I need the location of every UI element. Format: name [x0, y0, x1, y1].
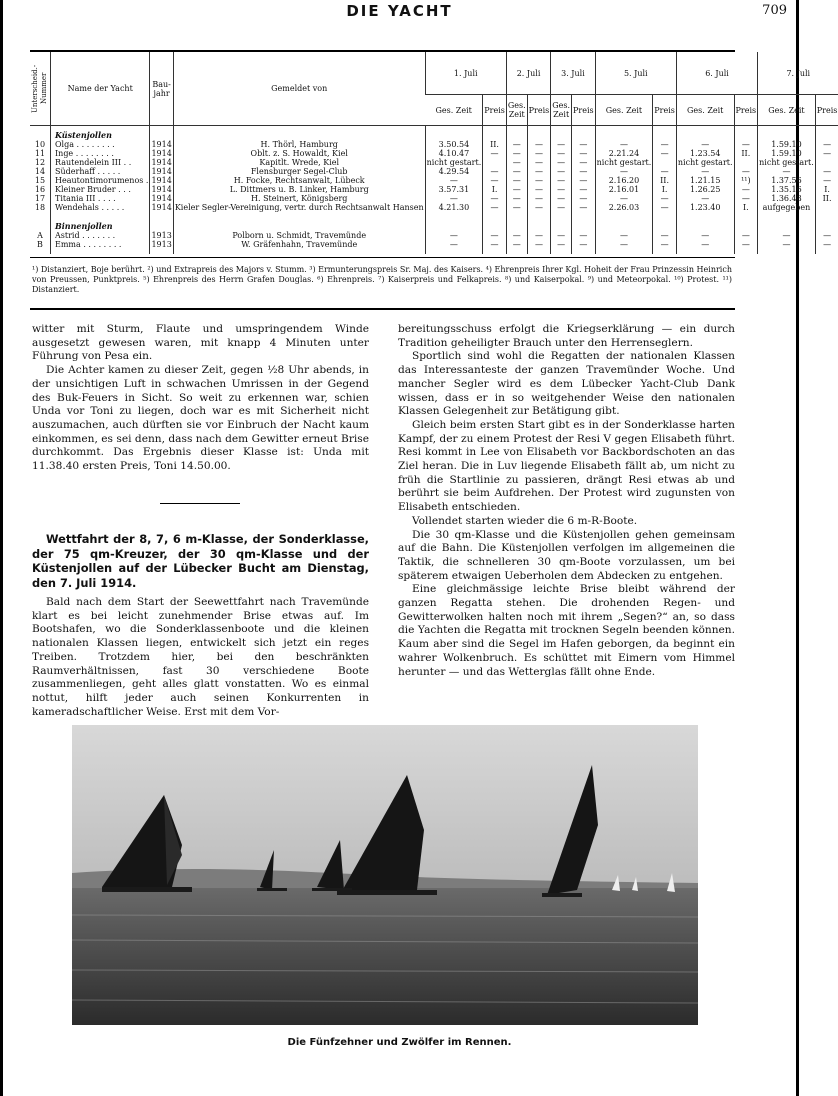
col-header-gemeldet: Gemeldet von — [173, 52, 425, 126]
cell-preis — [483, 158, 507, 167]
cell-preis: II. — [483, 140, 507, 149]
cell-zeit: 3.50.54 — [425, 140, 483, 149]
left-paragraph: Bald nach dem Start der Seewettfahrt nach Travemünde klart es bei leicht zunehmender Brise etwas auf. Im Bootshafen, wo die Sonderklassenboote und die kleinen nationalen Klassen liegen, entwickelt sich jetzt ein reges Treiben. Trotzdem hier, bei den beschränkten Raumverhältnissen, fast 30 verschiedene Boote zusammenliegen, geht alles glatt vonstatten. Wo es einmal nottut, hilft jeder auch seinen Konkurrenten in kameradschaftlicher Weise. Erst mit dem Vor- — [32, 596, 369, 718]
cell-zeit: nicht gestart. — [596, 158, 652, 167]
cell-preis: — — [527, 140, 551, 149]
cell-preis — [815, 158, 838, 167]
cell-zeit: — — [425, 176, 483, 185]
cell-preis: — — [527, 240, 551, 254]
cell-zeit: 1.21.15 — [676, 176, 734, 185]
cell-zeit: 2.21.24 — [595, 149, 653, 158]
right-column — [398, 323, 735, 679]
cell-zeit: 1.23.54 — [676, 149, 734, 158]
cell-zeit: — — [506, 231, 527, 240]
table-section-row — [30, 217, 838, 231]
cell-nummer: 14 — [34, 167, 46, 176]
left-column — [32, 323, 369, 474]
cell-preis: — — [572, 149, 596, 158]
cell-preis: — — [653, 240, 677, 254]
cell-preis: — — [815, 140, 838, 149]
col-header-preis: Preis — [734, 95, 758, 126]
cell-zeit: — — [506, 140, 527, 149]
cell-zeit: 3.57.31 — [425, 185, 483, 194]
cell-zeit: — — [595, 194, 653, 203]
section-divider — [160, 503, 240, 504]
cell-zeit: 4.29.54 — [425, 167, 483, 176]
cell-name: Titania III . . . . — [51, 194, 150, 203]
cell-zeit: 1.26.25 — [676, 185, 734, 194]
cell-zeit: — — [551, 231, 572, 240]
cell-gemeldet: L. Dittmers u. B. Linker, Hamburg — [173, 185, 425, 194]
cell-preis: — — [527, 231, 551, 240]
cell-preis: ¹¹) — [734, 176, 758, 185]
left-paragraph: Die Achter kamen zu dieser Zeit, gegen ½8 Uhr abends, in der unsichtigen Luft in schwachen Umrissen in der Gegend des Buk-Feuers in Sicht. So weit zu erkennen war, schien Unda vor Toni zu liegen, doch war es mit Sicherheit nicht auszumachen, auch dürften sie vor Einbruch der Nacht kaum einkommen, es sei denn, dass nach dem Gewitter erneut Brise durchkommt. Das Ergebnis dieser Klasse ist: Unda mit 11.38.40 ersten Preis, Toni 14.50.00. — [32, 364, 369, 473]
col-header-name: Name der Yacht — [51, 52, 150, 126]
table-section-row — [30, 126, 838, 141]
cell-zeit: — — [758, 240, 816, 254]
cell-zeit: — — [551, 140, 572, 149]
cell-preis: — — [572, 185, 596, 194]
table-row — [30, 185, 838, 194]
cell-name: Olga . . . . . . . . — [51, 140, 150, 149]
right-paragraph: Eine gleichmässige leichte Brise bleibt während der ganzen Regatta stehen. Die drohenden Regen- und Gewitterwolken halten noch mit ihrem „Segen?“ an, so dass die Yachten die Regatta mit trocknen Segeln beenden können. Kaum aber sind die Segel im Hafen geborgen, da beginnt ein wahrer Wolkenbruch. Es schüttet mit Eimern vom Himmel herunter — und das Wetterglas fällt ohne Ende. — [398, 583, 735, 678]
cell-preis: — — [483, 176, 507, 185]
section-label: Küstenjollen — [51, 126, 150, 141]
cell-zeit: — — [425, 240, 483, 254]
cell-gemeldet: H. Thörl, Hamburg — [173, 140, 425, 149]
cell-preis: — — [483, 167, 507, 176]
cell-zeit: — — [506, 176, 527, 185]
cell-zeit: — — [506, 194, 527, 203]
cell-preis: — — [815, 231, 838, 240]
col-header-nummer: Unterscheid.-Nummer — [30, 52, 51, 126]
cell-preis: — — [572, 167, 596, 176]
cell-baujahr: 1914 — [151, 158, 172, 167]
cell-preis: — — [653, 231, 677, 240]
cell-gemeldet: W. Gräfenhahn, Travemünde — [173, 240, 425, 254]
col-header-day: 2. Juli — [506, 52, 550, 95]
col-header-ges-zeit: Ges. Zeit — [425, 95, 483, 126]
cell-preis: — — [572, 140, 596, 149]
col-header-day: 6. Juli — [676, 52, 757, 95]
cell-zeit: — — [758, 167, 816, 176]
cell-preis: — — [572, 176, 596, 185]
cell-name: Rautendelein III . . — [51, 158, 150, 167]
table-bottom-rule — [30, 257, 735, 258]
cell-preis: — — [572, 203, 596, 217]
col-header-baujahr: Bau-jahr — [150, 52, 173, 126]
cell-zeit: — — [595, 167, 653, 176]
cell-zeit: — — [551, 167, 572, 176]
cell-preis: — — [815, 167, 838, 176]
col-header-preis: Preis — [483, 95, 507, 126]
cell-nummer: 10 — [34, 140, 46, 149]
cell-preis: — — [653, 194, 677, 203]
cell-gemeldet: Kieler Segler-Vereinigung, vertr. durch Rechtsanwalt Hansen — [173, 203, 425, 217]
cell-nummer: 16 — [34, 185, 46, 194]
cell-nummer: A — [37, 231, 43, 240]
cell-nummer: 17 — [34, 194, 46, 203]
cell-zeit: — — [551, 203, 572, 217]
cell-zeit: — — [551, 185, 572, 194]
cell-preis: — — [527, 158, 551, 167]
col-header-preis: Preis — [527, 95, 551, 126]
cell-zeit: 1.59.10 — [758, 149, 816, 158]
cell-zeit: 2.26.03 — [595, 203, 653, 217]
running-head: DIE YACHT — [346, 2, 453, 20]
cell-preis: — — [815, 149, 838, 158]
cell-zeit: — — [676, 194, 734, 203]
cell-zeit: 2.16.20 — [595, 176, 653, 185]
cell-name: Wendehals . . . . . — [51, 203, 150, 217]
col-header-preis: Preis — [815, 95, 838, 126]
cell-preis: I. — [815, 185, 838, 194]
table-row — [30, 167, 838, 176]
table-row — [30, 176, 838, 185]
cell-zeit: — — [506, 158, 527, 167]
cell-zeit: — — [506, 167, 527, 176]
col-header-day: 5. Juli — [595, 52, 676, 95]
col-header-ges-zeit: Ges. Zeit — [758, 95, 816, 126]
cell-zeit: — — [595, 231, 653, 240]
cell-zeit: — — [506, 185, 527, 194]
cell-nummer: 18 — [34, 203, 46, 212]
cell-zeit: — — [676, 231, 734, 240]
cell-zeit: — — [506, 203, 527, 217]
table-row — [30, 231, 838, 240]
cell-zeit: — — [551, 158, 572, 167]
cell-zeit: 1.36.48 — [758, 194, 816, 203]
cell-name: Süderhaff . . . . . — [51, 167, 150, 176]
col-header-ges-zeit: Ges. Zeit — [595, 95, 653, 126]
cell-preis: — — [653, 140, 677, 149]
cell-preis: — — [572, 231, 596, 240]
scan-left-border — [0, 0, 3, 1096]
cell-preis: — — [527, 185, 551, 194]
left-paragraph: witter mit Sturm, Flaute und umspringendem Winde ausgesetzt gewesen waren, mit knapp 4 Minuten unter Führung von Pesa ein. — [32, 323, 369, 363]
cell-zeit: nicht gestart. — [759, 158, 814, 167]
col-header-preis: Preis — [653, 95, 677, 126]
cell-preis — [734, 158, 758, 167]
col-header-ges-zeit: Ges. Zeit — [551, 95, 572, 126]
cell-name: Emma . . . . . . . . — [51, 240, 150, 254]
cell-gemeldet: Kapitlt. Wrede, Kiel — [173, 158, 425, 167]
cell-name: Heautontimorumenos . — [51, 176, 150, 185]
cell-preis: — — [483, 203, 507, 217]
col-header-preis: Preis — [572, 95, 596, 126]
cell-name: Kleiner Bruder . . . — [51, 185, 150, 194]
cell-preis: — — [527, 149, 551, 158]
cell-zeit: — — [506, 240, 527, 254]
cell-preis: — — [572, 194, 596, 203]
cell-preis: — — [527, 176, 551, 185]
cell-baujahr: 1914 — [151, 167, 172, 176]
cell-gemeldet: H. Steinert, Königsberg — [173, 194, 425, 203]
right-paragraph: Die 30 qm-Klasse und die Küstenjollen gehen gemeinsam auf die Bahn. Die Küstenjollen verfolgen im allgemeinen die Taktik, die schnelleren 30 qm-Boote vorzulassen, um bei späterem etwaigen Ueberholen dem Abdecken zu entgehen. — [398, 528, 735, 582]
cell-preis: — — [527, 167, 551, 176]
sailboats-image — [72, 725, 698, 1025]
cell-preis: — — [527, 194, 551, 203]
cell-preis: II. — [653, 176, 677, 185]
col-header-day: 3. Juli — [551, 52, 595, 95]
cell-preis: — — [527, 203, 551, 217]
cell-zeit: 1.35.16 — [758, 185, 816, 194]
footnote-rule — [30, 308, 735, 310]
cell-zeit: — — [551, 240, 572, 254]
section-heading: Wettfahrt der 8, 7, 6 m-Klasse, der Sonderklasse, der 75 qm-Kreuzer, der 30 qm-Klasse und der Küstenjollen auf der Lübecker Bucht am Dienstag, den 7. Juli 1914. — [32, 532, 369, 590]
cell-zeit: nicht gestart. — [426, 158, 482, 167]
cell-zeit: 1.37.56 — [758, 176, 816, 185]
cell-gemeldet: H. Focke, Rechtsanwalt, Lübeck — [173, 176, 425, 185]
cell-preis: — — [483, 231, 507, 240]
cell-preis: — — [734, 194, 758, 203]
col-header-day: 7. Juli — [758, 52, 838, 95]
cell-zeit: — — [595, 240, 653, 254]
cell-zeit: — — [551, 176, 572, 185]
cell-zeit: 4.10.47 — [425, 149, 483, 158]
cell-baujahr: 1914 — [151, 140, 172, 149]
results-table — [30, 52, 838, 254]
cell-preis: — — [653, 149, 677, 158]
cell-preis: — — [572, 158, 596, 167]
col-header-ges-zeit: Ges. Zeit — [676, 95, 734, 126]
cell-zeit: — — [506, 149, 527, 158]
cell-preis: — — [734, 140, 758, 149]
right-paragraph: Vollendet starten wieder die 6 m-R-Boote. — [412, 514, 638, 527]
right-paragraph: Gleich beim ersten Start gibt es in der Sonderklasse harten Kampf, der zu einem Protest der Resi V gegen Elisabeth führt. Resi kommt in Lee von Elisabeth vor Backbordschoten an das Ziel heran. Die in Luv liegende Elisabeth fällt ab, um nicht zu früh die Startlinie zu passieren, drängt Resi etwas ab und berührt sie beim Aufdrehen. Der Protest wird zugunsten von Elisabeth entschieden. — [398, 418, 735, 514]
cell-preis: I. — [483, 185, 507, 194]
cell-preis — [815, 203, 838, 217]
cell-baujahr: 1914 — [151, 185, 172, 194]
cell-preis: — — [572, 240, 596, 254]
cell-nummer: 12 — [34, 158, 46, 167]
cell-baujahr: 1913 — [151, 231, 172, 240]
table-row — [30, 149, 838, 158]
cell-nummer: 11 — [34, 149, 46, 158]
cell-zeit: — — [676, 167, 734, 176]
col-header-day: 1. Juli — [425, 52, 506, 95]
table-row — [30, 194, 838, 203]
cell-preis: — — [815, 240, 838, 254]
table-footnotes: ¹) Distanziert, Boje berührt. ²) und Extrapreis des Majors v. Stumm. ³) Ermunterungspreis Sr. Maj. des Kaisers. ⁴) Ehrenpreis Ihrer Kgl. Hoheit der Frau Prinzessin Heinrich von Preussen, Punktpreis. ⁵) Ehrenpreis des Herrn Grafen Douglas. ⁶) Ehrenpreis. ⁷) Kaiserpreis und Felkapreis. ⁸) und Kaiserpokal. ⁹) und Meteorpokal. ¹⁰) Protest. ¹¹) Distanziert. — [32, 265, 732, 294]
cell-baujahr: 1914 — [151, 194, 172, 203]
photo-caption: Die Fünfzehner und Zwölfer im Rennen. — [287, 1037, 512, 1048]
cell-preis: I. — [734, 203, 758, 217]
cell-zeit: — — [676, 140, 734, 149]
cell-preis: II. — [734, 149, 758, 158]
section-label: Binnenjollen — [51, 217, 150, 231]
cell-zeit: 1.59.10 — [758, 140, 816, 149]
cell-preis: — — [734, 185, 758, 194]
cell-preis: — — [483, 240, 507, 254]
page-number: 709 — [762, 3, 787, 18]
cell-baujahr: 1914 — [151, 176, 172, 185]
cell-preis: I. — [653, 185, 677, 194]
cell-zeit: aufgegeben — [758, 203, 816, 217]
cell-name: Inge . . . . . . . . — [51, 149, 150, 158]
cell-nummer: 15 — [34, 176, 46, 185]
table-row — [30, 158, 838, 167]
cell-zeit: — — [551, 149, 572, 158]
cell-baujahr: 1914 — [150, 203, 173, 217]
cell-preis: — — [483, 149, 507, 158]
table-row — [30, 240, 838, 254]
cell-zeit: — — [425, 194, 483, 203]
cell-gemeldet: Flensburger Segel-Club — [173, 167, 425, 176]
cell-preis — [653, 158, 677, 167]
cell-name: Astrid . . . . . . . — [51, 231, 150, 240]
cell-preis: — — [815, 176, 838, 185]
sailing-photo — [72, 725, 698, 1025]
cell-preis: — — [734, 231, 758, 240]
right-paragraph: Sportlich sind wohl die Regatten der nationalen Klassen das Interessanteste der ganzen Travemünder Woche. Und mancher Segler wird es dem Lübecker Yacht-Club Dank wissen, dass er in so weitgehender Weise den nationalen Klassen Gelegenheit zur Betätigung gibt. — [398, 350, 735, 418]
cell-zeit: 1.23.40 — [676, 203, 734, 217]
cell-zeit: — — [425, 231, 483, 240]
left-column-lower — [32, 532, 369, 719]
cell-preis: — — [653, 167, 677, 176]
cell-preis: II. — [815, 194, 838, 203]
cell-zeit: 4.21.30 — [425, 203, 483, 217]
table-row — [30, 203, 838, 217]
right-paragraph: bereitungsschuss erfolgt die Kriegserklärung — ein durch Tradition geheiligter Brauch unter den Herrenseglern. — [398, 323, 735, 349]
cell-zeit: — — [758, 231, 816, 240]
cell-zeit: — — [551, 194, 572, 203]
cell-zeit: — — [676, 240, 734, 254]
cell-nummer: B — [37, 240, 43, 249]
cell-zeit: — — [595, 140, 653, 149]
cell-baujahr: 1913 — [150, 240, 173, 254]
cell-preis: — — [653, 203, 677, 217]
cell-gemeldet: Polborn u. Schmidt, Travemünde — [173, 231, 425, 240]
cell-baujahr: 1914 — [151, 149, 172, 158]
cell-gemeldet: Oblt. z. S. Howaldt, Kiel — [173, 149, 425, 158]
col-header-ges-zeit: Ges. Zeit — [506, 95, 527, 126]
cell-zeit: nicht gestart. — [677, 158, 733, 167]
cell-preis: — — [734, 167, 758, 176]
cell-preis: — — [483, 194, 507, 203]
table-row — [30, 140, 838, 149]
cell-preis: — — [734, 240, 758, 254]
cell-zeit: 2.16.01 — [595, 185, 653, 194]
